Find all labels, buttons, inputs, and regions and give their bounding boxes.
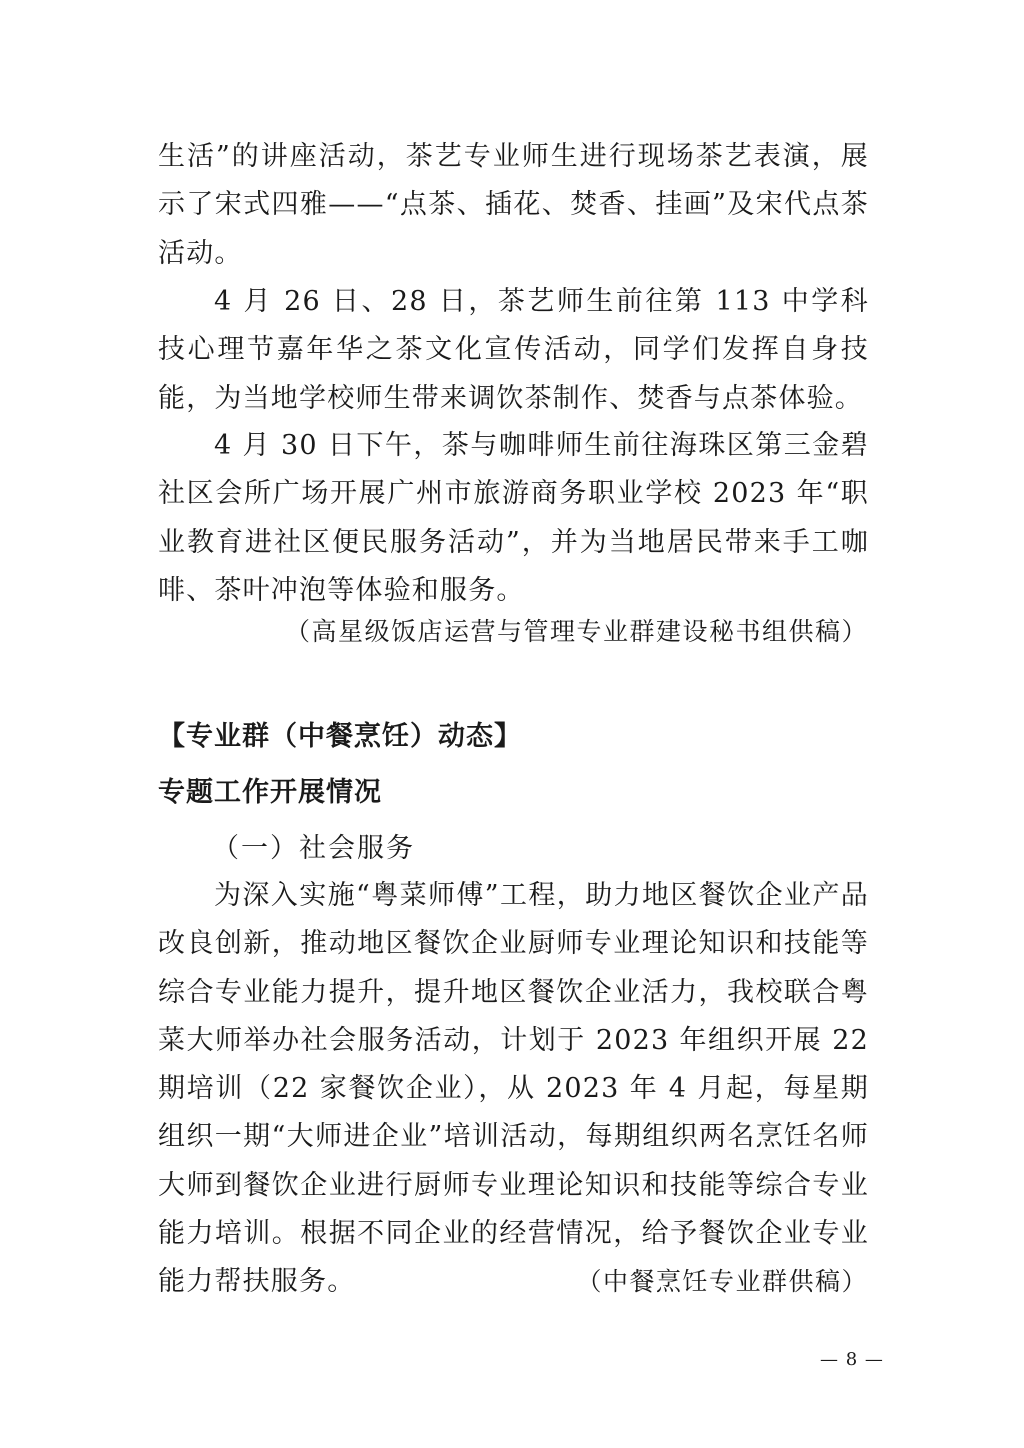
paragraph-apr30-activity: 4 月 30 日下午，茶与咖啡师生前往海珠区第三金碧社区会所广场开展广州市旅游商务职业学校 2023 年“职业教育进社区便民服务活动”，并为当地居民带来手工咖啡、茶叶冲泡等体验和服务。 (158, 430, 869, 606)
page-number: — 8 — (820, 1349, 884, 1370)
paragraph-lecture-continued: 生活”的讲座活动，茶艺专业师生进行现场茶艺表演，展示了宋式四雅——“点茶、插花、焚香、挂画”及宋代点茶活动。 (158, 141, 869, 269)
hospitality-credit: （高星级饭店运营与管理专业群建设秘书组供稿） (284, 617, 868, 646)
topic-heading: 专题工作开展情况 (158, 777, 382, 808)
paragraph-apr26-28-activity: 4 月 26 日、28 日，茶艺师生前往第 113 中学科技心理节嘉年华之茶文化宣传活动，同学们发挥自身技能，为当地学校师生带来调饮茶制作、焚香与点茶体验。 (158, 286, 869, 414)
section-heading: 【专业群（中餐烹饪）动态】 (158, 721, 522, 752)
paragraph-cantonese-chef-program: 为深入实施“粤菜师傅”工程，助力地区餐饮企业产品改良创新，推动地区餐饮企业厨师专业理论知识和技能等综合专业能力提升，提升地区餐饮企业活力，我校联合粤菜大师举办社会服务活动，计划于 2023 年组织开展 22 期培训（22 家餐饮企业），从 2023 年 4 月起，每星期组织一期“大师进企业”培训活动，每期组织两名烹饪名师大师到餐饮企业进行厨师专业理论知识和技能等综合专业能力培训。根据不同企业的经营情况，给予餐饮企业专业能力帮扶服务。 (158, 880, 869, 1298)
subheading-social-service: （一）社会服务 (212, 833, 415, 864)
cuisine-credit: （中餐烹饪专业群供稿） (576, 1267, 868, 1296)
